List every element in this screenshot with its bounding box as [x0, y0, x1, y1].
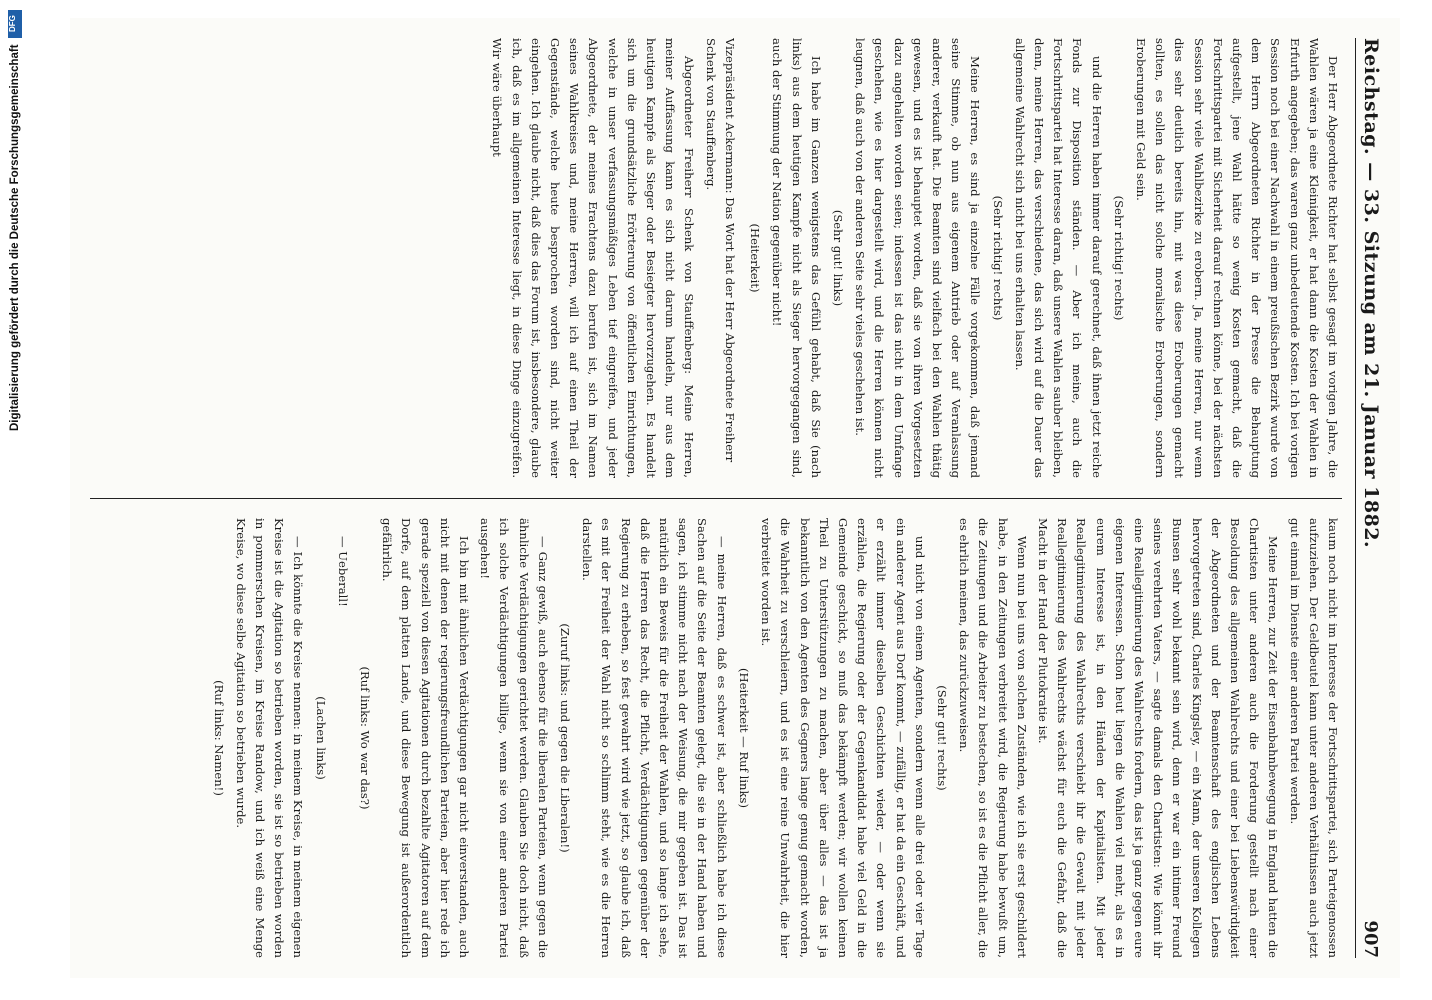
remark: (Sehr richtig! rechts) — [1111, 195, 1126, 321]
remark: (Ruf links: Namen!) — [211, 680, 226, 796]
remark: (Lachen links) — [313, 696, 328, 780]
remark: (Heiterkeit — Ruf links) — [736, 667, 751, 809]
column-divider — [90, 498, 1342, 499]
speaker-line: Vizepräsident Ackermann: Das Wort hat der Herr Abgeordnete Freiherr Schenk von Stauffenberg. — [703, 38, 737, 463]
paragraph: — Ich könnte die Kreise nennen: in meinem Kreise, in meinem eigenen Kreise ist die Agitation so betrieben worden, sie ist so betrieben worden in pommerschen Kreisen, im Kreise Randow, und ich weiß eine Menge Kreise, wo diese selbe Agitation so betrieben wurde. — [233, 518, 306, 958]
paragraph: — meine Herren, daß es schwer ist, aber schließlich habe ich diese Sachen auf die Seite der Beamten gelegt, die sie in der Hand haben und sagen, ich stimme nicht nach der Weisung, die mir gegeben ist. Das ist natürlich ein Beweis für die Freiheit der Wahlen, und so lange ich sehe, daß die Herren das Recht, die Pflicht, Verdächtigungen gegenüber der Regierung zu erheben, so fest gewahrt wird wie jetzt, so glaube ich, daß es mit der Freiheit der Wahl nicht so schlimm steht, wie es die Herren darstellen. — [580, 518, 729, 958]
paragraph: Wenn nun bei uns von solchen Zuständen, wie ich sie erst geschildert habe, in den Zeitungen verbreitet wird, die Regierung habe bewußt um, die Zeitungen und die Arbeiter zu bestechen, so ist es die Pflicht aller, die es ehrlich meinen, das zurückzuweisen. — [957, 518, 1029, 958]
left-column — [90, 38, 1342, 478]
paragraph: — Ueberall! — [335, 536, 350, 607]
credit-text: Digitalisierung gefördert durch die Deutsche Forschungsgemeinschaft — [9, 44, 21, 431]
dfg-logo: DFG — [8, 10, 22, 38]
page-number: 907 — [1360, 920, 1381, 958]
remark: (Ruf links: Wo war das?) — [358, 666, 373, 810]
paragraph: Der Herr Abgeordnete Richter hat selbst gesagt im vorigen Jahre, die Wahlen wären ja eine Kleinigkeit, er hat dann die Kosten der Wahlen in Erfurth angegeben; das waren ganz unbedeutende Kosten. Ich bei vorigen Session noch bei einer Nachwahl in einem preußischen Bezirk wurde von dem Herrn Abgeordneten Richter in der Presse die Behauptung aufgestellt, jene Wahl hätte so wenig Kosten gemacht, daß die Fortschrittspartei mit Sicherheit darauf rechnen könne, bei der nächsten Session sehr viele Wahlbezirke zu erobern. Ja, meine Herren, nur wenn dies sehr deutlich bereits hin, mit was diese Eroberungen gemacht sollten, es sollen das nicht solche moralische Eroberungen, sondern Eroberungen mit Geld sein. — [1133, 38, 1340, 478]
paragraph: Ich habe im Ganzen wenigstens das Gefühl gehabt, daß Sie (nach links) aus dem heutigen Kampfe nicht als Sieger hervorgegangen sind, auch der Stimmung der Nation gegenüber nicht! — [770, 38, 823, 478]
digitization-credit — [6, 10, 24, 990]
remark: (Zuruf links: und gegen die Liberalen!) — [558, 623, 573, 853]
paragraph: Meine Herren, zur Zeit der Eisenbahnbewegung in England hatten die Chartisten unter anderen auch die Forderung gestellt nach einer Besoldung des allgemeinen Wahlrechts und einer bei Liebenswürdigkeit der Abgeordneten und der Beamtenschaft des englischen Lebens hervorgetreten sind, Charles Kingsley, — ein Mann, der unseren Kollegen Bunsen sehr wohl bekannt sein wird, denn er war ein intimer Freund seines verehrten Vaters, — sagte damals den Chartisten: Wie könnt ihr eine Reallegitimierung des Wahlrechts fordern, das ist ja ganz gegen eure eigenen Interessen. Schon heut liegen die Wahlen viel mehr, als es in eurem Interesse ist, in den Händen der Kapitalisten. Mit jeder Reallegitimierung des Wahlrechts verschiebt ihr die Gewalt mit jeder Reallegitimierung des Wahlrechts wächst für euch die Gefahr, daß die Macht in der Hand der Plutokratie ist. — [1035, 518, 1281, 958]
remark: (Sehr richtig! rechts) — [990, 195, 1005, 321]
paragraph: und die Herren haben immer darauf gerechnet, daß ihnen jetzt reiche Fonds zur Disposition ständen. — Aber ich meine, auch die Fortschrittspartei hat Interesse daran, daß unsere Wahlen sauber bleiben, denn, meine Herren, das verschiedene, das sich wird auf die Dauer das allgemeine Wahlrecht sich nicht bei uns erhalten lassen. — [1012, 38, 1104, 478]
paragraph: kaum noch nicht im Interesse der Fortschrittspartei, sich Parteigenossen aufzuziehen. Der Geldbeutel kann unter anderen Verhältnissen auch jetzt gut einmal im Dienste einer anderen Partei werden. — [1287, 518, 1340, 958]
running-title: Reichstag. — 33. Sitzung am 21. Januar 1882. — [1360, 38, 1382, 549]
paragraph: Abgeordneter Freiherr Schenk von Stauffenberg: Meine Herren, meiner Auffassung kann es sich nicht darum handeln, nur aus dem heutigen Kampfe als Sieger oder Besiegter hervorzugehen. Es handelt sich um die grundsätzliche Erörterung von öffentlichen Einrichtungen, welche in unser verfassungsmäßiges Leben tief eingreifen, und jeder Abgeordnete, der meines Erachtens dazu berufen ist, sich im Namen seines Wahlkreises und, meine Herren, will ich auf einen Theil der Gegenstände, welche heute besprochen worden sind, nicht weiter eingehen. Ich glaube nicht, daß dies das Forum ist, insbesondere, glaube ich, daß es im allgemeinen Interesse liegt, in diese Dinge einzugreifen. Wir wäre überhaupt — [490, 38, 697, 478]
right-column — [90, 518, 1342, 958]
remark: (Sehr gut! rechts) — [934, 685, 949, 791]
paragraph: Ich bin mit ähnlichen Verdächtigungen gar nicht einverstanden, auch nicht mit denen der regierungsfreundlichen Parteien, aber hier rede ich gerade speziell von diesen Agitationen durch bezahlte Agitatoren auf dem Dorfe, auf dem platten Lande, und diese Bewegung ist außerordentlich gefährlich. — [380, 518, 472, 958]
paragraph: Meine Herren, es sind ja einzelne Fälle vorgekommen, daß jemand seine Stimme, ob nun aus eigenem Antrieb oder auf Veranlassung anderer, verkauft hat. Die Beamten sind vielfach bei den Wahlen thätig gewesen, und es ist behauptet worden, daß sie von ihren Vorgesetzten dazu angehalten worden seien; indessen ist das nicht in dem Umfange geschehen, wie es hier dargestellt wird, und die Herren können nicht leugnen, daß auch von der anderen Seite sehr vieles geschehen ist. — [853, 38, 983, 478]
remark: (Sehr gut! links) — [830, 209, 845, 307]
page-header — [1355, 38, 1382, 958]
paragraph: — Ganz gewiß, auch ebenso für die liberalen Parteien, wenn gegen die ähnliche Verdächtigungen gerichtet werden. Glauben Sie doch nicht, daß ich solche Verdächtigungen billige, wenn sie von einer anderen Partei ausgehen! — [478, 518, 550, 958]
scanned-page — [70, 18, 1400, 978]
remark: (Heiterkeit) — [748, 223, 763, 293]
paragraph: und nicht von einem Agenten, sondern wenn alle drei oder vier Tage ein anderer Agent aus Dorf kommt, — zufällig, er hat da ein Geschäft, und er erzählt immer dieselben Geschichten wieder, — oder wenn sie erzählen, die Regierung oder der Gegenkandidat habe viel Geld in die Gemeinde geschickt, so muß das bekämpft werden; wir wollen keinen Theil zu Unterstützungen zu machen, aber über alles — das ist ja bekanntlich von den Agenten des Gegners lange genug gemacht worden, die Wahrheit zu verschleiern, und es ist eine reine Unwahrheit, die hier verbreitet worden ist. — [759, 518, 927, 958]
